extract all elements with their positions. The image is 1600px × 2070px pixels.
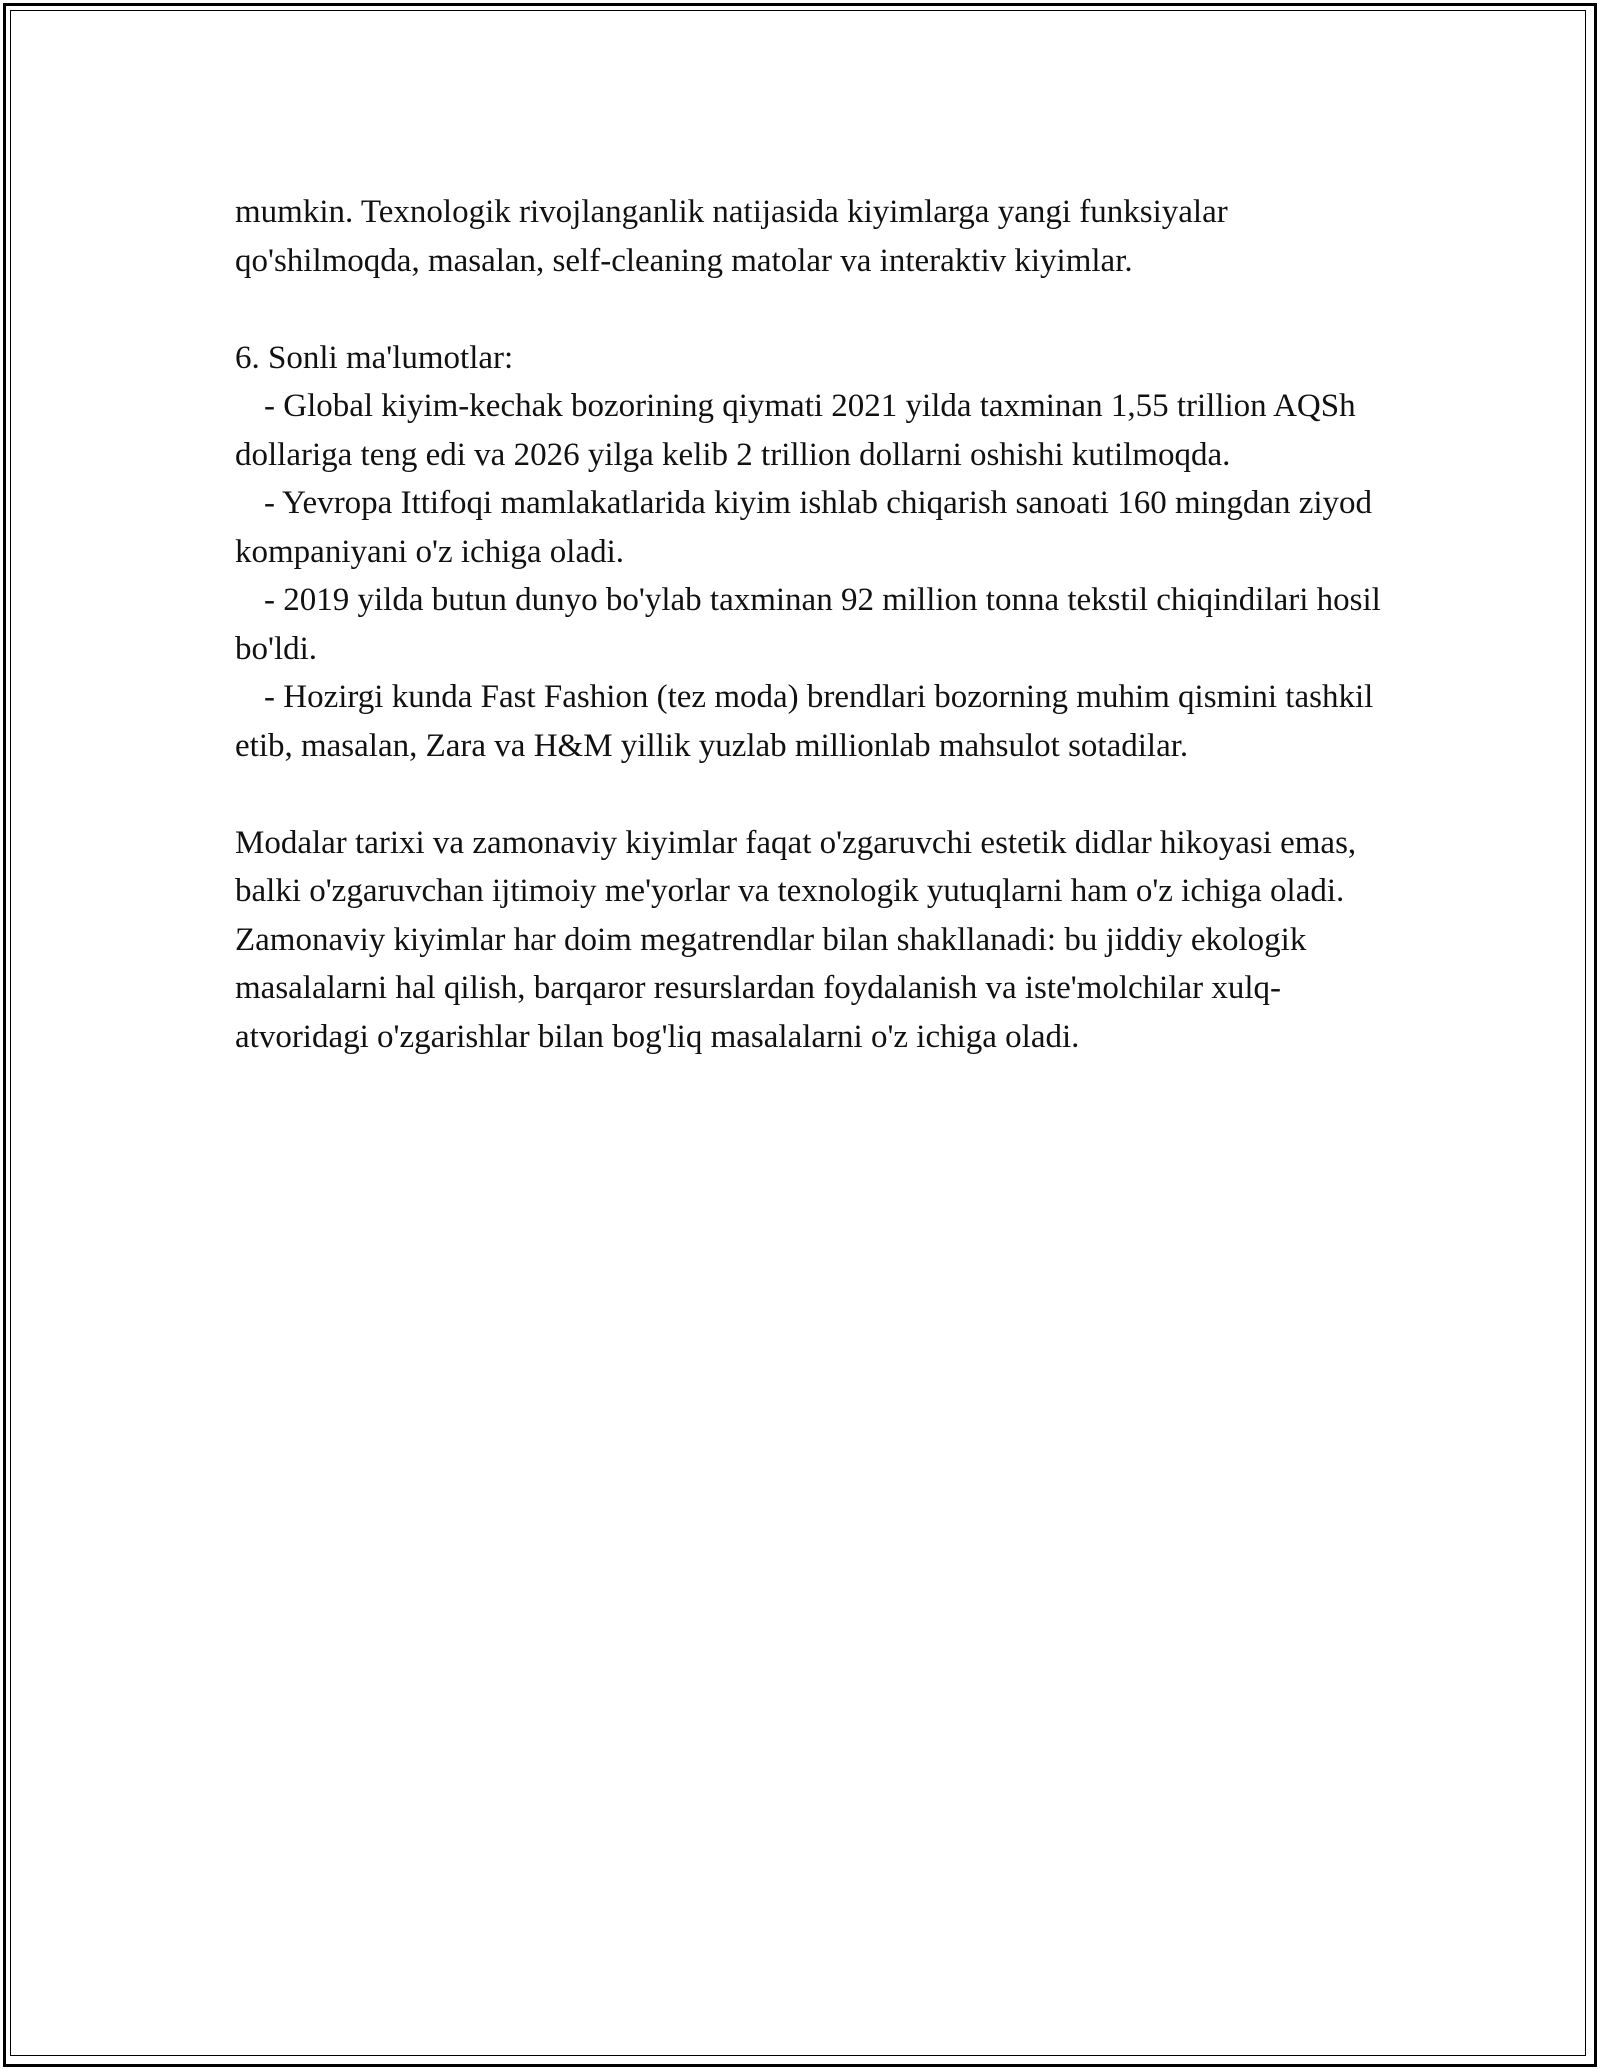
section-heading: 6. Sonli ma'lumotlar: — [235, 339, 514, 376]
bullet-item: - Yevropa Ittifoqi mamlakatlarida kiyim ishlab chiqarish sanoati 160 mingdan ziyod kompaniyani o'z ichiga oladi. — [235, 485, 1373, 570]
paragraph-gap — [235, 285, 1385, 334]
conclusion-paragraph: Modalar tarixi va zamonaviy kiyimlar faqat o'zgaruvchi estetik didlar hikoyasi emas, balki o'zgaruvchan ijtimoiy me'yorlar va texnologik yutuqlarni ham o'z ichiga oladi. Zamonaviy kiyimlar har doim megatrendlar bilan shakllanadi: bu jiddiy ekologik masalalarni hal qilish, barqaror resurslardan foydalanish va iste'molchilar xulq-atvoridagi o'zgarishlar bilan bog'liq masalalarni o'z ichiga oladi. — [235, 824, 1357, 1055]
continuation-paragraph: mumkin. Texnologik rivojlanganlik natijasida kiyimlarga yangi funksiyalar qo'shilmoqda, masalan, self-cleaning matolar va interaktiv kiyimlar. — [235, 194, 1228, 279]
bullet-item: - 2019 yilda butun dunyo bo'ylab taxminan 92 million tonna tekstil chiqindilari hosil bo'ldi. — [235, 582, 1381, 667]
paragraph-gap — [235, 770, 1385, 819]
document-body — [235, 188, 1385, 1061]
bullet-item: - Hozirgi kunda Fast Fashion (tez moda) brendlari bozorning muhim qismini tashkil etib, masalan, Zara va H&M yillik yuzlab millionlab mahsulot sotadilar. — [235, 679, 1374, 764]
bullet-item: - Global kiyim-kechak bozorining qiymati 2021 yilda taxminan 1,55 trillion AQSh dollariga teng edi va 2026 yilga kelib 2 trillion dollarni oshishi kutilmoqda. — [235, 388, 1356, 473]
